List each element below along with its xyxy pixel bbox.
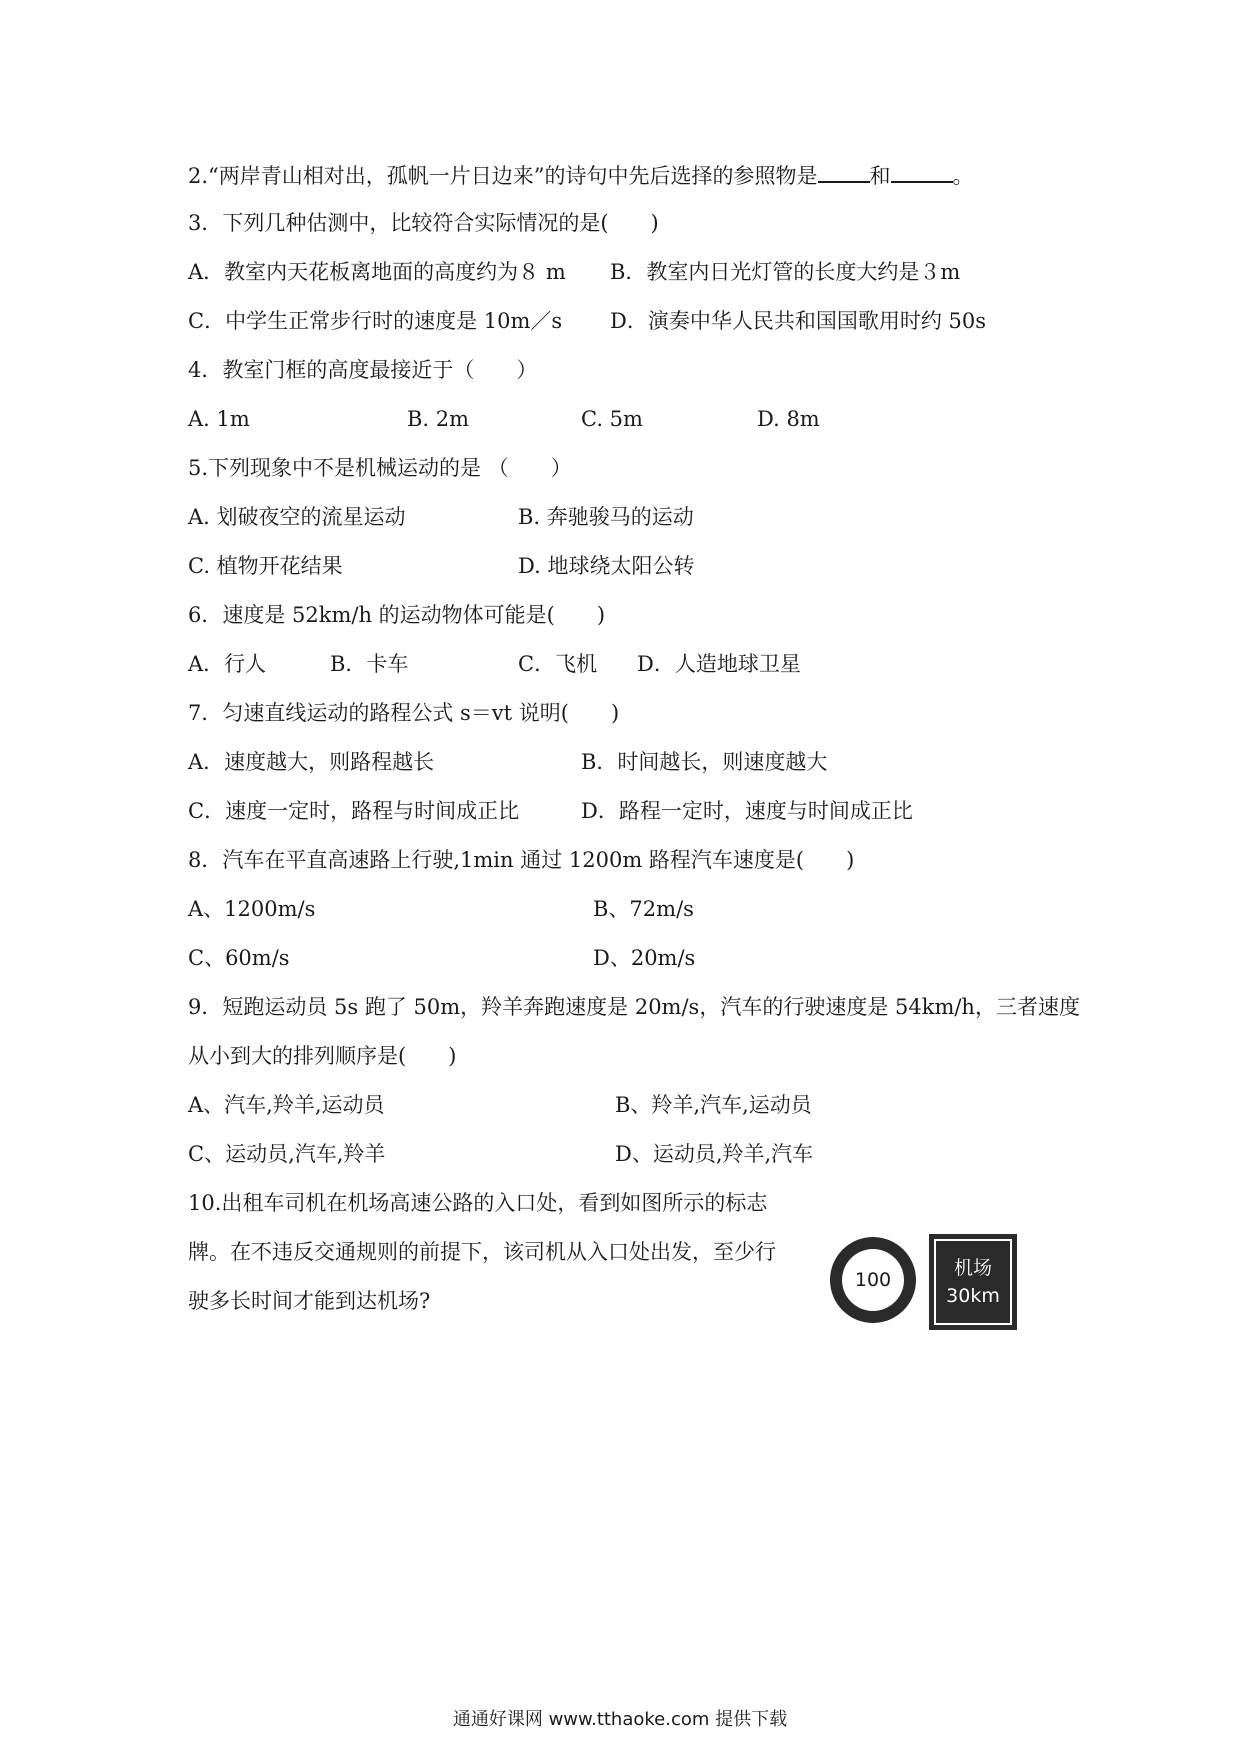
question-9-stem-line1: 9．短跑运动员 5s 跑了 50m，羚羊奔跑速度是 20m/s，汽车的行驶速度是 54km/h，三者速度 [188, 995, 1080, 1019]
airport-distance: 30km [946, 1285, 1000, 1307]
question-3-option-c: C．中学生正常步行时的速度是 10m／s [188, 309, 563, 333]
question-6-option-d: D．人造地球卫星 [637, 652, 801, 676]
question-4-option-a: A. 1m [188, 407, 250, 431]
page-footer: 通通好课网 www.tthaoke.com 提供下载 [452, 1709, 788, 1730]
answer-blank-2[interactable] [891, 161, 953, 183]
question-5-option-d: D. 地球绕太阳公转 [518, 554, 695, 578]
speed-limit-value: 100 [842, 1249, 904, 1311]
question-2: 2.“两岸青山相对出，孤帆一片日边来”的诗句中先后选择的参照物是 和 。 [188, 161, 974, 190]
speed-limit-sign [830, 1237, 916, 1323]
question-7-stem: 7．匀速直线运动的路程公式 s＝vt 说明( ) [188, 701, 620, 725]
question-7-option-a: A．速度越大，则路程越长 [188, 750, 435, 774]
question-4-option-d: D. 8m [757, 407, 820, 431]
question-4-option-c: C. 5m [581, 407, 643, 431]
question-5-stem: 5.下列现象中不是机械运动的是 （ ） [188, 456, 572, 480]
question-7-option-b: B．时间越长，则速度越大 [581, 750, 828, 774]
question-5-option-b: B. 奔驰骏马的运动 [518, 505, 694, 529]
question-3-option-b: B．教室内日光灯管的长度大约是３m [610, 260, 961, 284]
question-8-option-a: A、1200m/s [188, 897, 316, 921]
question-7-option-c: C．速度一定时，路程与时间成正比 [188, 799, 520, 823]
airport-label: 机场 [953, 1257, 992, 1279]
question-7-option-d: D．路程一定时，速度与时间成正比 [581, 799, 913, 823]
answer-blank-1[interactable] [818, 161, 870, 183]
question-9-stem-line2: 从小到大的排列顺序是( ) [188, 1044, 457, 1068]
question-6-option-a: A．行人 [188, 652, 267, 676]
question-9-option-d: D、运动员,羚羊,汽车 [615, 1142, 814, 1166]
question-10-line1: 10.出租车司机在机场高速公路的入口处，看到如图所示的标志 [188, 1191, 768, 1215]
question-3-option-a: A．教室内天花板离地面的高度约为８ m [188, 260, 566, 284]
question-3-option-d: D．演奏中华人民共和国国歌用时约 50s [610, 309, 987, 333]
question-9-option-a: A、汽车,羚羊,运动员 [188, 1093, 385, 1117]
question-6-stem: 6．速度是 52km/h 的运动物体可能是( ) [188, 603, 606, 627]
question-8-option-b: B、72m/s [593, 897, 694, 921]
question-6-option-c: C．飞机 [518, 652, 598, 676]
question-9-option-b: B、羚羊,汽车,运动员 [615, 1093, 812, 1117]
question-6-option-b: B．卡车 [330, 652, 409, 676]
question-8-option-c: C、60m/s [188, 946, 290, 970]
question-5-option-c: C. 植物开花结果 [188, 554, 343, 578]
question-4-stem: 4．教室门框的高度最接近于（ ） [188, 358, 538, 382]
question-3-stem: 3．下列几种估测中，比较符合实际情况的是( ) [188, 211, 659, 235]
question-10-line3: 驶多长时间才能到达机场? [188, 1289, 431, 1313]
question-4-option-b: B. 2m [407, 407, 470, 431]
question-10-line2: 牌。在不违反交通规则的前提下，该司机从入口处出发，至少行 [188, 1240, 776, 1264]
question-5-option-a: A. 划破夜空的流星运动 [188, 505, 406, 529]
airport-distance-sign [929, 1234, 1017, 1330]
question-9-option-c: C、运动员,汽车,羚羊 [188, 1142, 386, 1166]
question-8-option-d: D、20m/s [593, 946, 696, 970]
question-8-stem: 8．汽车在平直高速路上行驶,1min 通过 1200m 路程汽车速度是( ) [188, 848, 855, 872]
